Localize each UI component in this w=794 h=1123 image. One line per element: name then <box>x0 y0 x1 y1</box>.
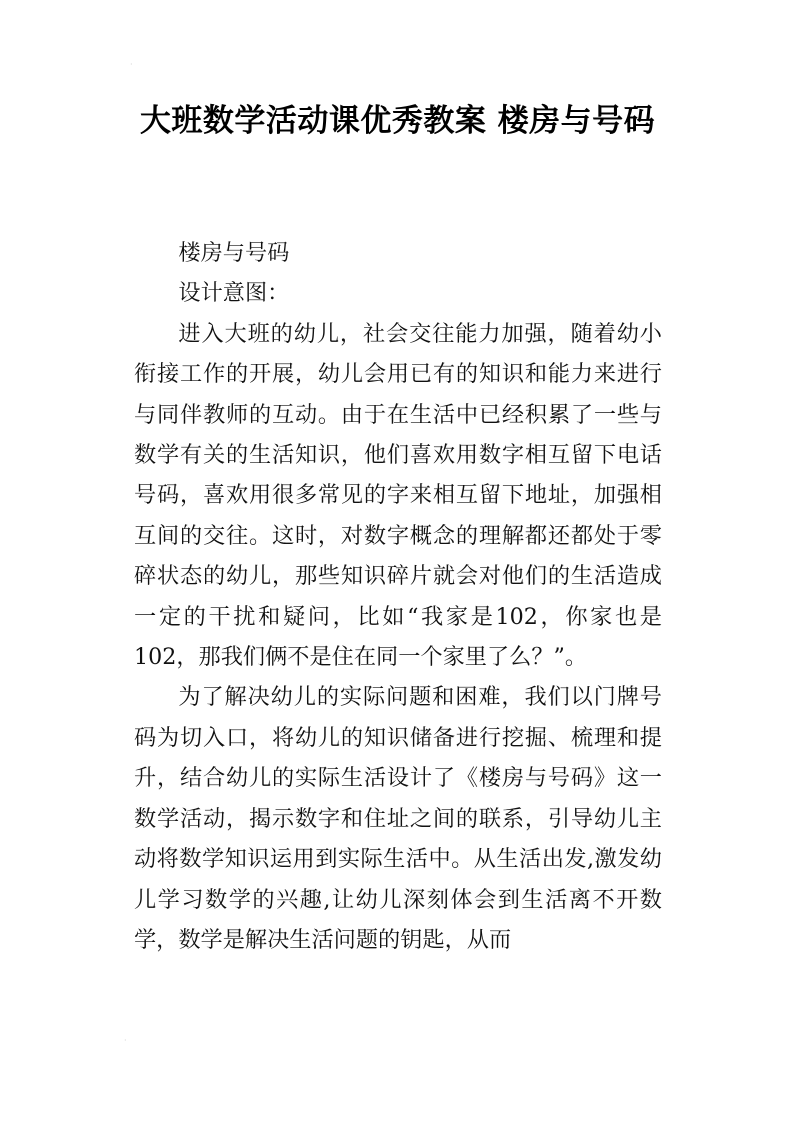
document-body <box>134 233 662 960</box>
corner-mark-bottom: · <box>124 1036 127 1045</box>
paragraph: 进入大班的幼儿，社会交往能力加强，随着幼小衔接工作的开展，幼儿会用已有的知识和能力来进行与同伴教师的互动。由于在生活中已经积累了一些与数学有关的生活知识，他们喜欢用数字相互留下电话号码，喜欢用很多常见的字来相互留下地址，加强相互间的交往。这时，对数字概念的理解都还都处于零碎状态的幼儿，那些知识碎片就会对他们的生活造成一定的干扰和疑问，比如“我家是102，你家也是102，那我们俩不是住在同一个家里了么？”。 <box>134 320 662 671</box>
section-heading: 楼房与号码 <box>178 240 290 266</box>
paragraph: 为了解决幼儿的实际问题和困难，我们以门牌号码为切入口，将幼儿的知识储备进行挖掘、梳理和提升，结合幼儿的实际生活设计了《楼房与号码》这一数学活动，揭示数字和住址之间的联系，引导幼儿主动将数学知识运用到实际生活中。从生活出发,激发幼儿学习数学的兴趣,让幼儿深刻体会到生活离不开数学，数学是解决生活问题的钥匙，从而 <box>134 684 662 953</box>
design-intent-label: 设计意图： <box>178 280 290 307</box>
document-title: 大班数学活动课优秀教案 楼房与号码 <box>139 103 656 139</box>
corner-mark-top: · <box>130 60 133 69</box>
